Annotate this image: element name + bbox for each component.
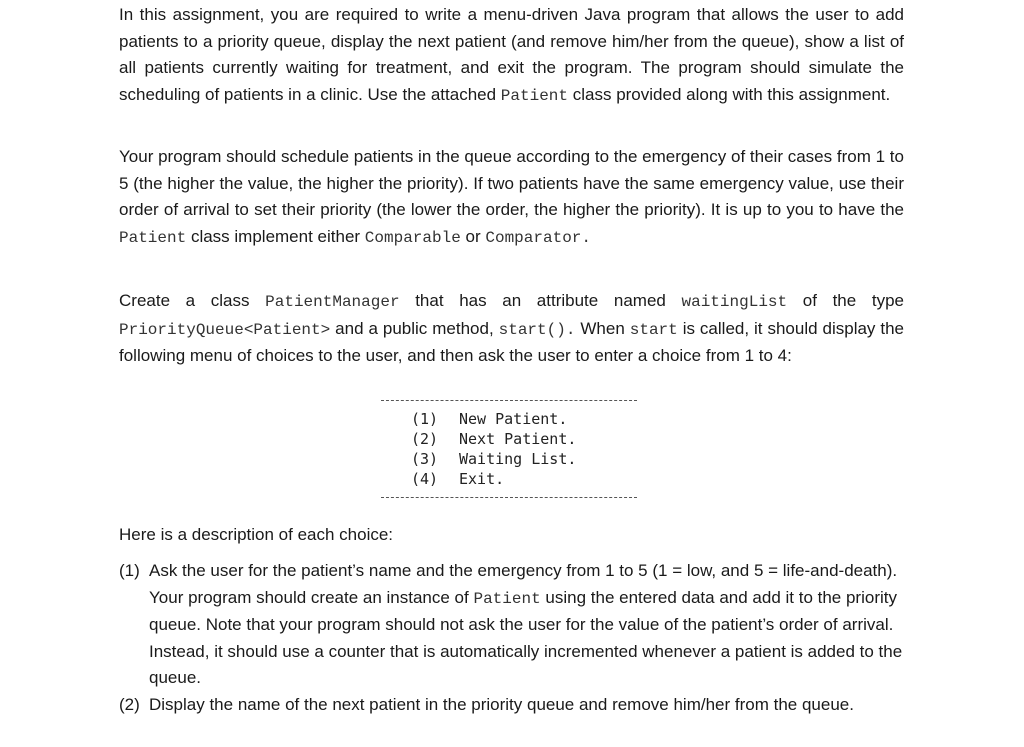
patient-code: Patient (119, 228, 187, 247)
menu-item (411, 409, 637, 429)
manager-paragraph (119, 288, 904, 370)
list-item-number: (2) (119, 694, 140, 714)
menu-item-label: Next Patient. (459, 430, 577, 448)
manager-text-a: Create a class (119, 291, 266, 310)
manager-text-c: of the type (787, 291, 904, 310)
menu-listing (381, 400, 637, 498)
menu-item (411, 449, 637, 469)
list-item-text (149, 558, 909, 692)
menu-item-label: Exit. (459, 470, 505, 488)
menu-bottom-divider (381, 497, 637, 498)
comparable-code: Comparable (364, 228, 461, 247)
choices-heading: Here is a description of each choice: (119, 525, 394, 544)
menu-item-number: (3) (411, 450, 439, 468)
waitinglist-code: waitingList (681, 293, 788, 311)
manager-text-e: When (575, 318, 630, 338)
choice1-text-a: Ask the user for the patient’s name and the emergency from 1 to 5 (1 = low, and 5 = life-and-death). Your program should create an instance of (149, 561, 898, 607)
patient-code: Patient (500, 86, 569, 105)
start-method-code: start(). (498, 320, 576, 339)
priority-text-c: or (460, 226, 486, 246)
choices-list (119, 558, 909, 718)
menu-item (411, 429, 637, 449)
list-item-number: (1) (119, 561, 140, 580)
start-code: start (629, 320, 678, 339)
priority-text-b: class implement either (186, 226, 365, 246)
menu-item (411, 469, 637, 489)
manager-text-f: is called, it should display the following menu of choices to the user, and then ask the user to enter a choice from 1 to 4: (119, 318, 905, 365)
menu-item-number: (4) (411, 470, 439, 488)
list-item-text: Display the name of the next patient in the priority queue and remove him/her from the queue. (149, 694, 854, 714)
list-item (119, 558, 909, 692)
choice1-text-b: using the entered data and add it to the priority queue. Note that your program should not ask the user for the value of the patient’s order of arrival. Instead, it should use a counter that is automatically incremented whenever a patient is added to the queue. (149, 587, 903, 687)
list-item (119, 692, 909, 719)
menu-item-number: (2) (411, 430, 439, 448)
manager-text-b: that has an attribute named (399, 291, 682, 310)
manager-text-d: and a public method, (330, 318, 499, 338)
priorityqueue-code: PriorityQueue<Patient> (119, 320, 331, 339)
intro-text-a: In this assignment, you are required to write a menu-driven Java program that allows the user to add patients to a priority queue, display the next patient (and remove him/her from the queue), show a list of all patients currently waiting for treatment, and exit the program. The program should simulate the scheduling of patients in a clinic. Use the attached (119, 5, 904, 104)
menu-item-number: (1) (411, 410, 439, 428)
intro-paragraph (119, 2, 904, 109)
comparator-code: Comparator. (485, 228, 591, 247)
intro-text-b: class provided along with this assignment. (568, 84, 891, 104)
menu-items (381, 401, 637, 497)
menu-item-label: Waiting List. (459, 450, 577, 468)
priority-text-a: Your program should schedule patients in the queue according to the emergency of their cases from 1 to 5 (the higher the value, the higher the priority). If two patients have the same emergency value, use their order of arrival to set their priority (the lower the order, the higher the priority). It is up to you to have the (119, 147, 904, 219)
patient-code: Patient (473, 589, 541, 608)
menu-item-label: New Patient. (459, 410, 568, 428)
patientmanager-code: PatientManager (265, 293, 400, 311)
priority-paragraph (119, 144, 904, 251)
